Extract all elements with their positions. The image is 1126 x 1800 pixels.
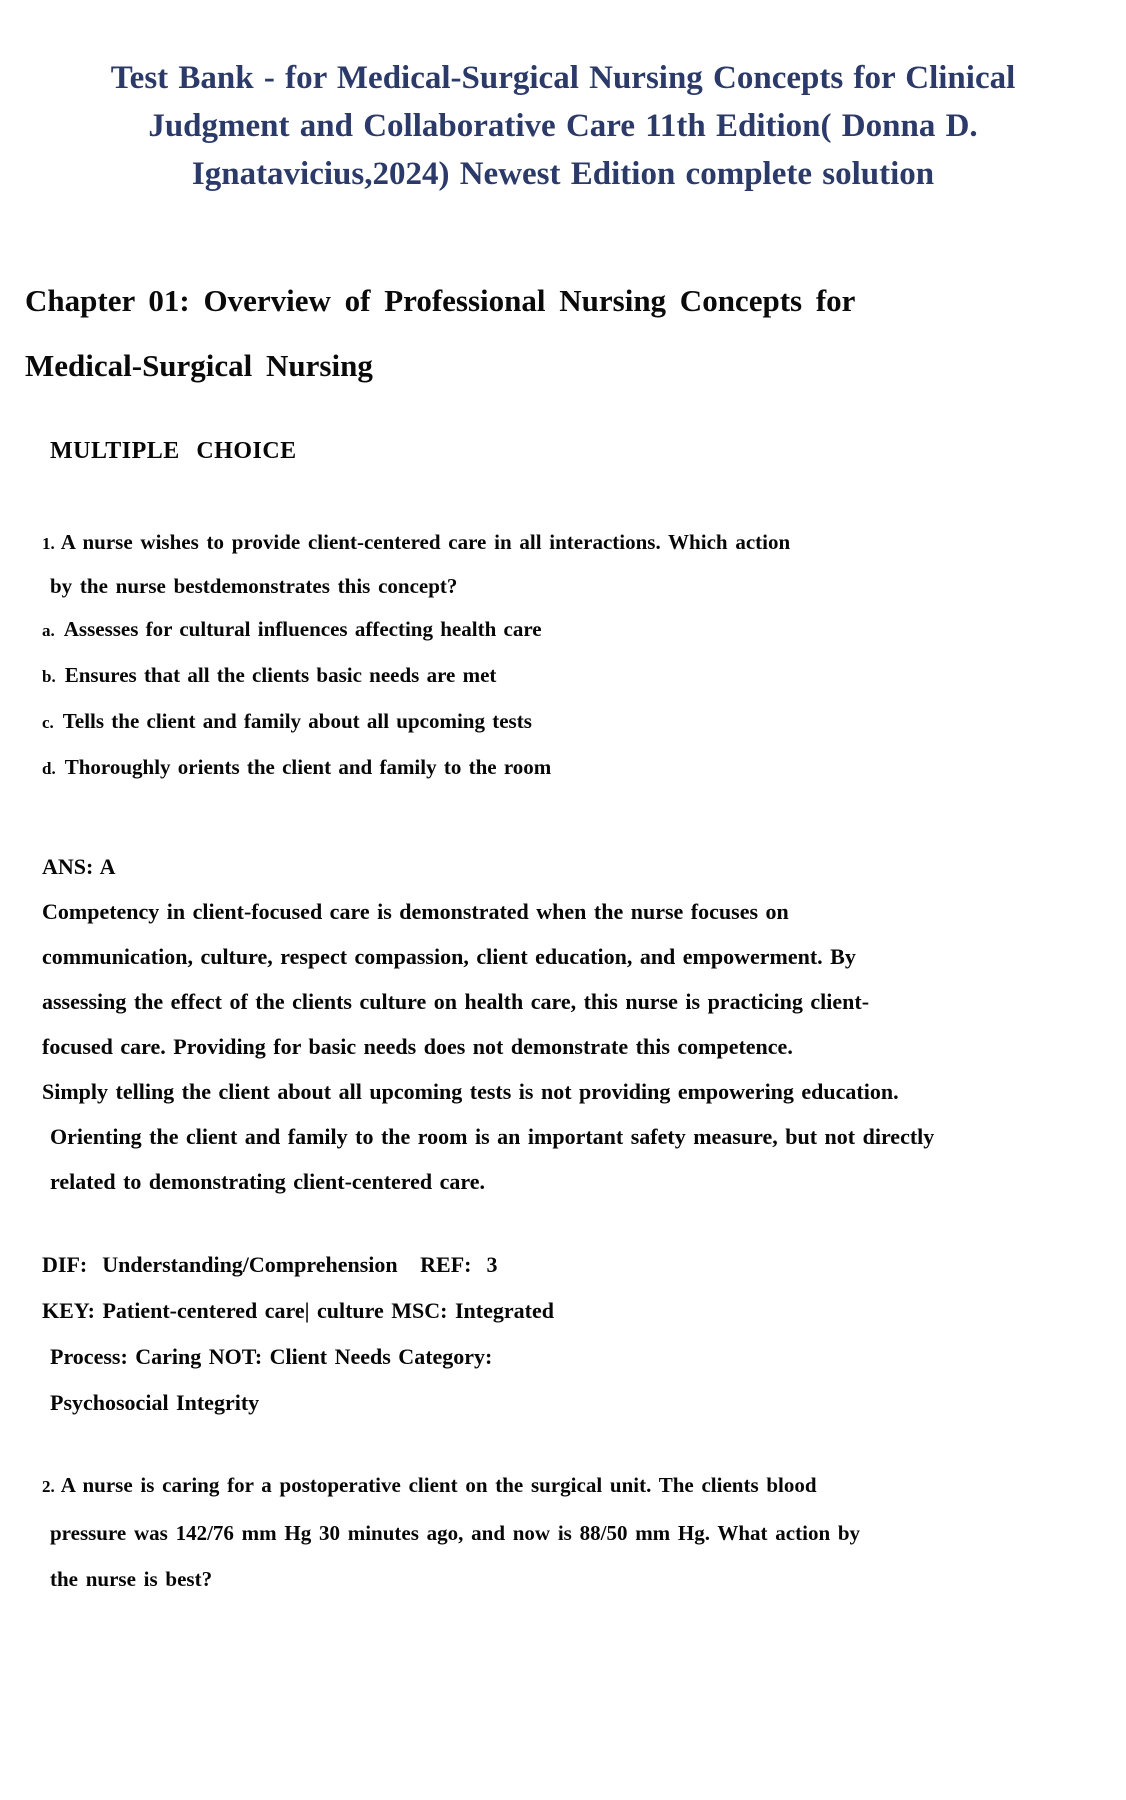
question-1-stem-line-2: by the nurse bestdemonstrates this concept? <box>50 574 458 598</box>
question-1-options <box>0 607 1126 791</box>
section-heading-multiple-choice: MULTIPLE CHOICE <box>50 438 297 464</box>
rationale-line-3: assessing the effect of the clients culture on health care, this nurse is practicing client- <box>42 989 870 1014</box>
question-2-stem <box>0 1462 1126 1602</box>
chapter-heading-line-1: Chapter 01: Overview of Professional Nursing Concepts for <box>25 283 856 318</box>
question-2 <box>0 1462 1126 1602</box>
question-2-number: 2. <box>42 1477 55 1496</box>
question-1-answer-block <box>0 844 1126 1204</box>
document-title <box>0 54 1126 198</box>
option-b-text: Ensures that all the clients basic needs are met <box>64 663 497 687</box>
rationale-line-1: Competency in client-focused care is demonstrated when the nurse focuses on <box>42 899 789 924</box>
question-2-stem-text: A nurse is caring for a postoperative client on the surgical unit. The clients blood <box>60 1473 817 1497</box>
meta-dif-ref-line: DIF: Understanding/Comprehension REF: 3 <box>42 1252 498 1277</box>
question-2-stem-line-3: the nurse is best? <box>50 1567 213 1591</box>
question-1-number: 1. <box>42 534 55 553</box>
rationale-line-7: related to demonstrating client-centered care. <box>50 1169 486 1194</box>
option-b-letter: b. <box>42 667 56 686</box>
question-1 <box>0 521 1126 1426</box>
rationale-line-4: focused care. Providing for basic needs does not demonstrate this competence. <box>42 1034 793 1059</box>
document-title-line-2: Judgment and Collaborative Care 11th Edition( Donna D. <box>148 108 978 144</box>
option-a-text: Assesses for cultural influences affecting health care <box>63 617 542 641</box>
question-1-stem <box>0 521 1126 607</box>
option-b <box>42 653 1126 699</box>
meta-category-line: Psychosocial Integrity <box>50 1390 260 1415</box>
document-title-line-3: Ignatavicius,2024) Newest Edition complete solution <box>191 156 935 192</box>
option-d-text: Thoroughly orients the client and family to the room <box>64 755 552 779</box>
option-c <box>42 699 1126 745</box>
option-c-text: Tells the client and family about all upcoming tests <box>62 709 532 733</box>
chapter-heading <box>0 268 1126 398</box>
question-2-stem-line-2: pressure was 142/76 mm Hg 30 minutes ago, and now is 88/50 mm Hg. What action by <box>50 1521 861 1545</box>
meta-key-msc-line: KEY: Patient-centered care| culture MSC: Integrated <box>42 1298 554 1323</box>
rationale-line-2: communication, culture, respect compassion, client education, and empowerment. By <box>42 944 856 969</box>
meta-process-not-line: Process: Caring NOT: Client Needs Category: <box>50 1344 493 1369</box>
option-d <box>42 745 1126 791</box>
option-a-letter: a. <box>42 621 55 640</box>
question-2-stem-line-1 <box>42 1462 1126 1510</box>
option-d-letter: d. <box>42 759 56 778</box>
option-c-letter: c. <box>42 713 54 732</box>
rationale-line-5: Simply telling the client about all upcoming tests is not providing empowering education. <box>42 1079 899 1104</box>
document-title-line-1: Test Bank - for Medical-Surgical Nursing Concepts for Clinical <box>110 60 1016 96</box>
answer-line: ANS: A <box>42 854 116 879</box>
question-1-stem-text: A nurse wishes to provide client-centered care in all interactions. Which action <box>60 530 791 554</box>
question-1-meta <box>0 1242 1126 1426</box>
option-a <box>42 607 1126 653</box>
rationale-line-6: Orienting the client and family to the room is an important safety measure, but not directly <box>50 1124 935 1149</box>
chapter-heading-line-2: Medical-Surgical Nursing <box>25 348 373 383</box>
question-1-stem-line-1 <box>42 521 1126 565</box>
